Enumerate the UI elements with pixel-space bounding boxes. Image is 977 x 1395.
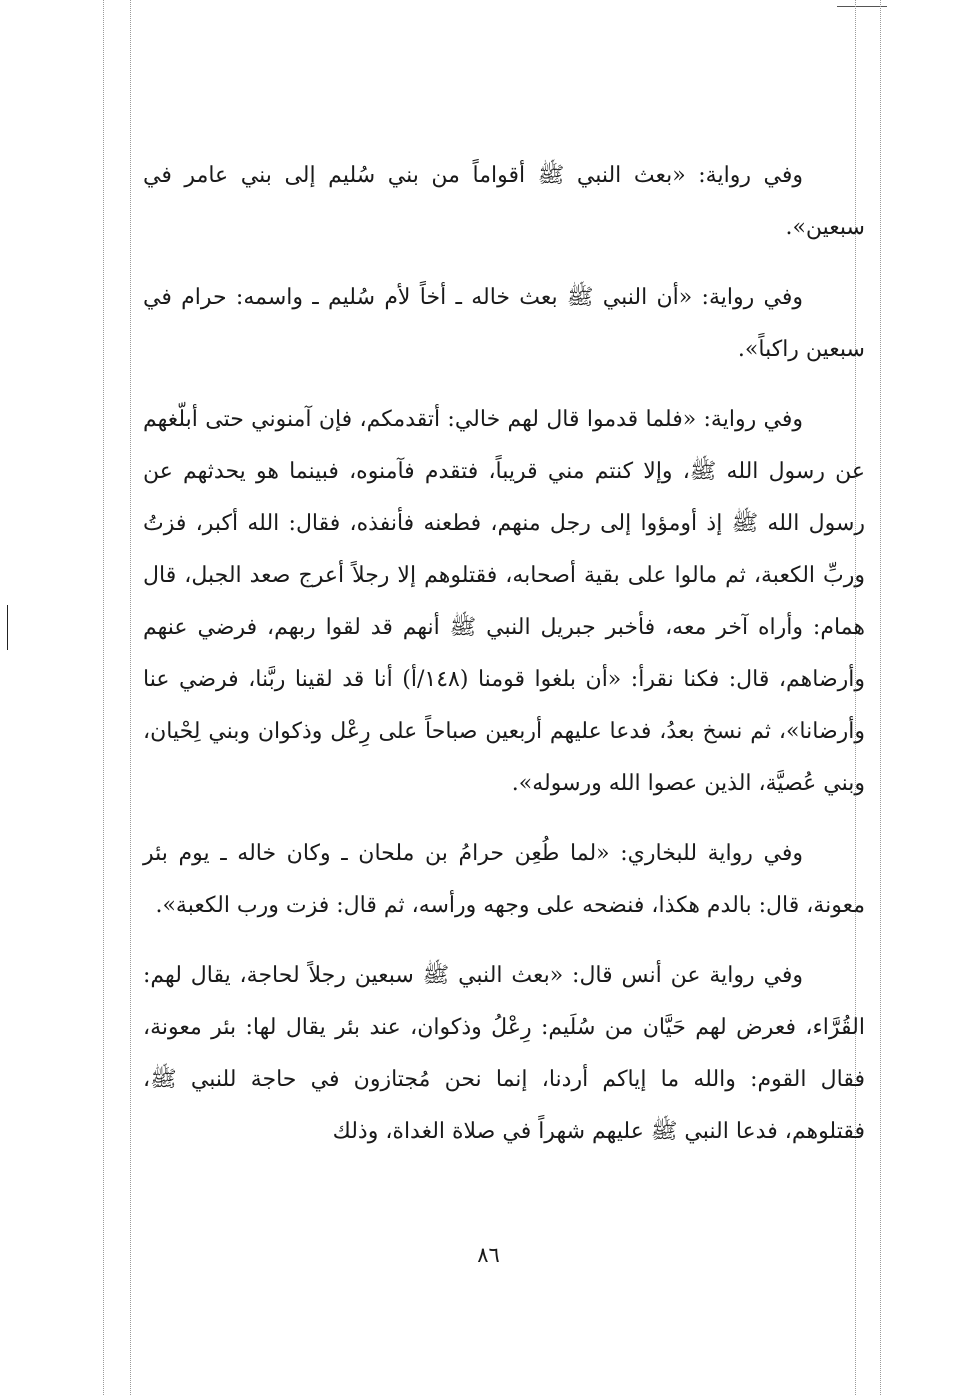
scan-guide-line — [130, 0, 131, 1395]
paragraph: وفي رواية: «أن النبي ﷺ بعث خاله ـ أخاً لأم سُليم ـ واسمه: حرام في سبعين راكباً». — [143, 285, 865, 362]
scan-guide-line — [880, 0, 881, 1395]
paragraph: وفي رواية عن أنس قال: «بعث النبي ﷺ سبعين رجلاً لحاجة، يقال لهم: القُرَّاء، فعرض لهم حَيَّان من سُلَيم: رِعْلُ وذكوان، عند بئر يقال لها: بئر معونة، فقال القوم: والله ما إياكم أردنا، إنما نحن مُجتازون في حاجة للنبي ﷺ، فقتلوهم، فدعا النبي ﷺ عليهم شهراً في صلاة الغداة، وذلك — [143, 963, 865, 1144]
page-number: ٨٦ — [477, 1243, 500, 1267]
paragraph: وفي رواية: «بعث النبي ﷺ أقواماً من بني سُليم إلى بني عامر في سبعين». — [143, 163, 865, 240]
scan-guide-line — [103, 0, 104, 1395]
paragraph: وفي رواية للبخاري: «لما طُعِن حرامُ بن ملحان ـ وكان خاله ـ يوم بئر معونة، قال: بالدم هكذا، فنضحه على وجهه ورأسه، ثم قال: فزت ورب الكعبة». — [143, 841, 865, 918]
scan-margin-mark — [7, 605, 8, 650]
paragraph: وفي رواية: «فلما قدموا قال لهم خالي: أتقدمكم، فإن آمنوني حتى أبلّغهم عن رسول الله ﷺ، وإلا كنتم مني قريباً، فتقدم فآمنوه، فبينما هو يحدثهم عن رسول الله ﷺ إذ أومؤوا إلى رجل منهم، فطعنه فأنفذه، فقال: الله أكبر، فزتُ وربِّ الكعبة، ثم مالوا على بقية أصحابه، فقتلوهم إلا رجلاً أعرج صعد الجبل، قال همام: وأراه آخر معه، فأخبر جبريل النبي ﷺ أنهم قد لقوا ربهم، فرضي عنهم وأرضاهم، قال: فكنا نقرأ: «أن بلغوا قومنا (١٤٨/أ) أنا قد لقينا ربَّنا، فرضي عنا وأرضانا»، ثم نسخ بعدُ، فدعا عليهم أربعين صباحاً على رِعْل وذكوان وبني لِحْيان، وبني عُصيَّة، الذين عصوا الله ورسوله». — [143, 407, 865, 796]
body-text — [143, 150, 865, 1176]
